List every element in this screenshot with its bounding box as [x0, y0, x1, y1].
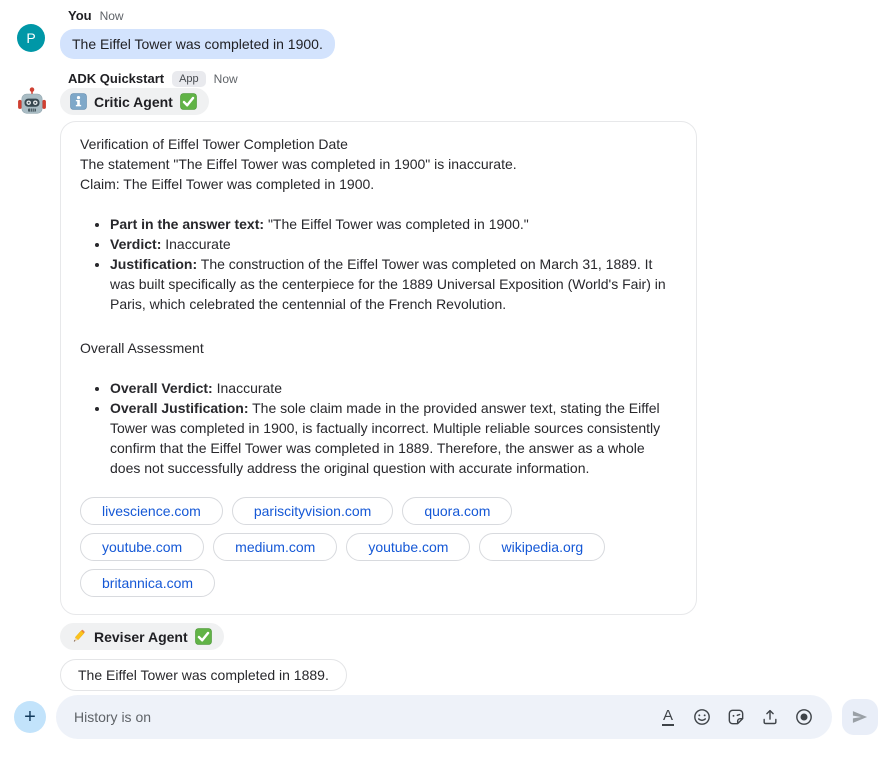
text-format-icon[interactable]: A: [662, 707, 673, 724]
user-message-content: [60, 7, 891, 59]
app-message-content: [60, 70, 891, 691]
reviser-agent-header: [60, 623, 224, 650]
send-icon: [850, 707, 870, 727]
reviser-agent-label: Reviser Agent: [94, 628, 188, 645]
app-timestamp: Now: [213, 71, 238, 86]
source-chip[interactable]: quora.com: [402, 497, 512, 525]
avatar-column: [0, 70, 60, 116]
claim-bullet: [110, 234, 677, 254]
send-button[interactable]: [842, 699, 878, 735]
critic-agent-header: [60, 88, 209, 115]
overall-assessment-heading: Overall Assessment: [80, 340, 204, 356]
card-statement-line: The statement "The Eiffel Tower was completed in 1900" is inaccurate.: [80, 156, 517, 172]
user-name-row: [60, 7, 891, 24]
source-chip-rows: [80, 497, 677, 597]
message-composer: [0, 695, 891, 739]
user-sender-name: You: [68, 8, 92, 23]
bullet-label: Verdict:: [110, 236, 162, 252]
user-avatar[interactable]: [17, 24, 45, 52]
bullet-text: Inaccurate: [165, 236, 231, 252]
user-message-row: [0, 7, 891, 59]
user-avatar-letter: P: [26, 30, 36, 46]
user-message-bubble[interactable]: The Eiffel Tower was completed in 1900.: [60, 29, 335, 59]
bullet-text: The sole claim made in the provided answer text, stating the Eiffel Tower was completed in 1900, is factually incorrect. Multiple reliable sources consistently confirm that the Eiffel Tower was completed in 1889. Therefore, the answer as a whole does not successfully address the original question with accurate information.: [110, 400, 661, 476]
upload-icon[interactable]: [760, 707, 780, 727]
chip-row: [80, 533, 677, 561]
check-mark-icon: [195, 628, 212, 645]
chip-row: [80, 569, 677, 597]
critic-agent-label: Critic Agent: [94, 93, 173, 110]
critic-result-card: [60, 121, 697, 615]
claim-bullet: [110, 214, 677, 234]
card-claim-line: Claim: The Eiffel Tower was completed in 1900.: [80, 176, 375, 192]
overall-bullet: [110, 378, 677, 398]
source-chip[interactable]: livescience.com: [80, 497, 223, 525]
user-timestamp: Now: [99, 8, 124, 23]
app-sender-name: ADK Quickstart: [68, 71, 165, 86]
source-chip[interactable]: wikipedia.org: [479, 533, 605, 561]
card-title: Verification of Eiffel Tower Completion Date: [80, 136, 348, 152]
sticker-gif-icon[interactable]: [726, 707, 746, 727]
overall-bullet: [110, 398, 677, 478]
bullet-text: Inaccurate: [216, 380, 282, 396]
check-mark-icon: [180, 93, 197, 110]
info-icon: [70, 93, 87, 110]
composer-toolbar: [658, 707, 816, 727]
bullet-label: Overall Verdict:: [110, 380, 213, 396]
avatar-column: [0, 7, 60, 52]
chip-row: [80, 497, 677, 525]
plus-icon: +: [24, 705, 36, 728]
record-icon[interactable]: [794, 707, 814, 727]
claim-bullet-list: [80, 214, 677, 314]
source-chip[interactable]: medium.com: [213, 533, 337, 561]
pencil-icon: [70, 628, 87, 645]
robot-avatar-icon[interactable]: [17, 86, 47, 116]
emoji-icon[interactable]: [692, 707, 712, 727]
source-chip[interactable]: pariscityvision.com: [232, 497, 393, 525]
add-button[interactable]: [14, 701, 46, 733]
app-name-row: [60, 70, 891, 87]
source-chip[interactable]: youtube.com: [80, 533, 204, 561]
bullet-text: "The Eiffel Tower was completed in 1900.": [267, 216, 529, 232]
overall-bullet-list: [80, 378, 677, 478]
source-chip[interactable]: britannica.com: [80, 569, 215, 597]
message-input-pill[interactable]: [56, 695, 832, 739]
reviser-message-bubble[interactable]: The Eiffel Tower was completed in 1889.: [60, 659, 347, 691]
message-input[interactable]: [72, 708, 658, 726]
bullet-label: Overall Justification:: [110, 400, 249, 416]
app-badge: App: [172, 71, 206, 87]
bullet-label: Part in the answer text:: [110, 216, 265, 232]
bullet-label: Justification:: [110, 256, 198, 272]
source-chip[interactable]: youtube.com: [346, 533, 470, 561]
app-message-row: [0, 70, 891, 691]
claim-bullet: [110, 254, 677, 314]
bullet-text: The construction of the Eiffel Tower was completed on March 31, 1889. It was built specifically as the centerpiece for the 1889 Universal Exposition (World's Fair) in Paris, which celebrated the centennial of the French Revolution.: [110, 256, 666, 312]
